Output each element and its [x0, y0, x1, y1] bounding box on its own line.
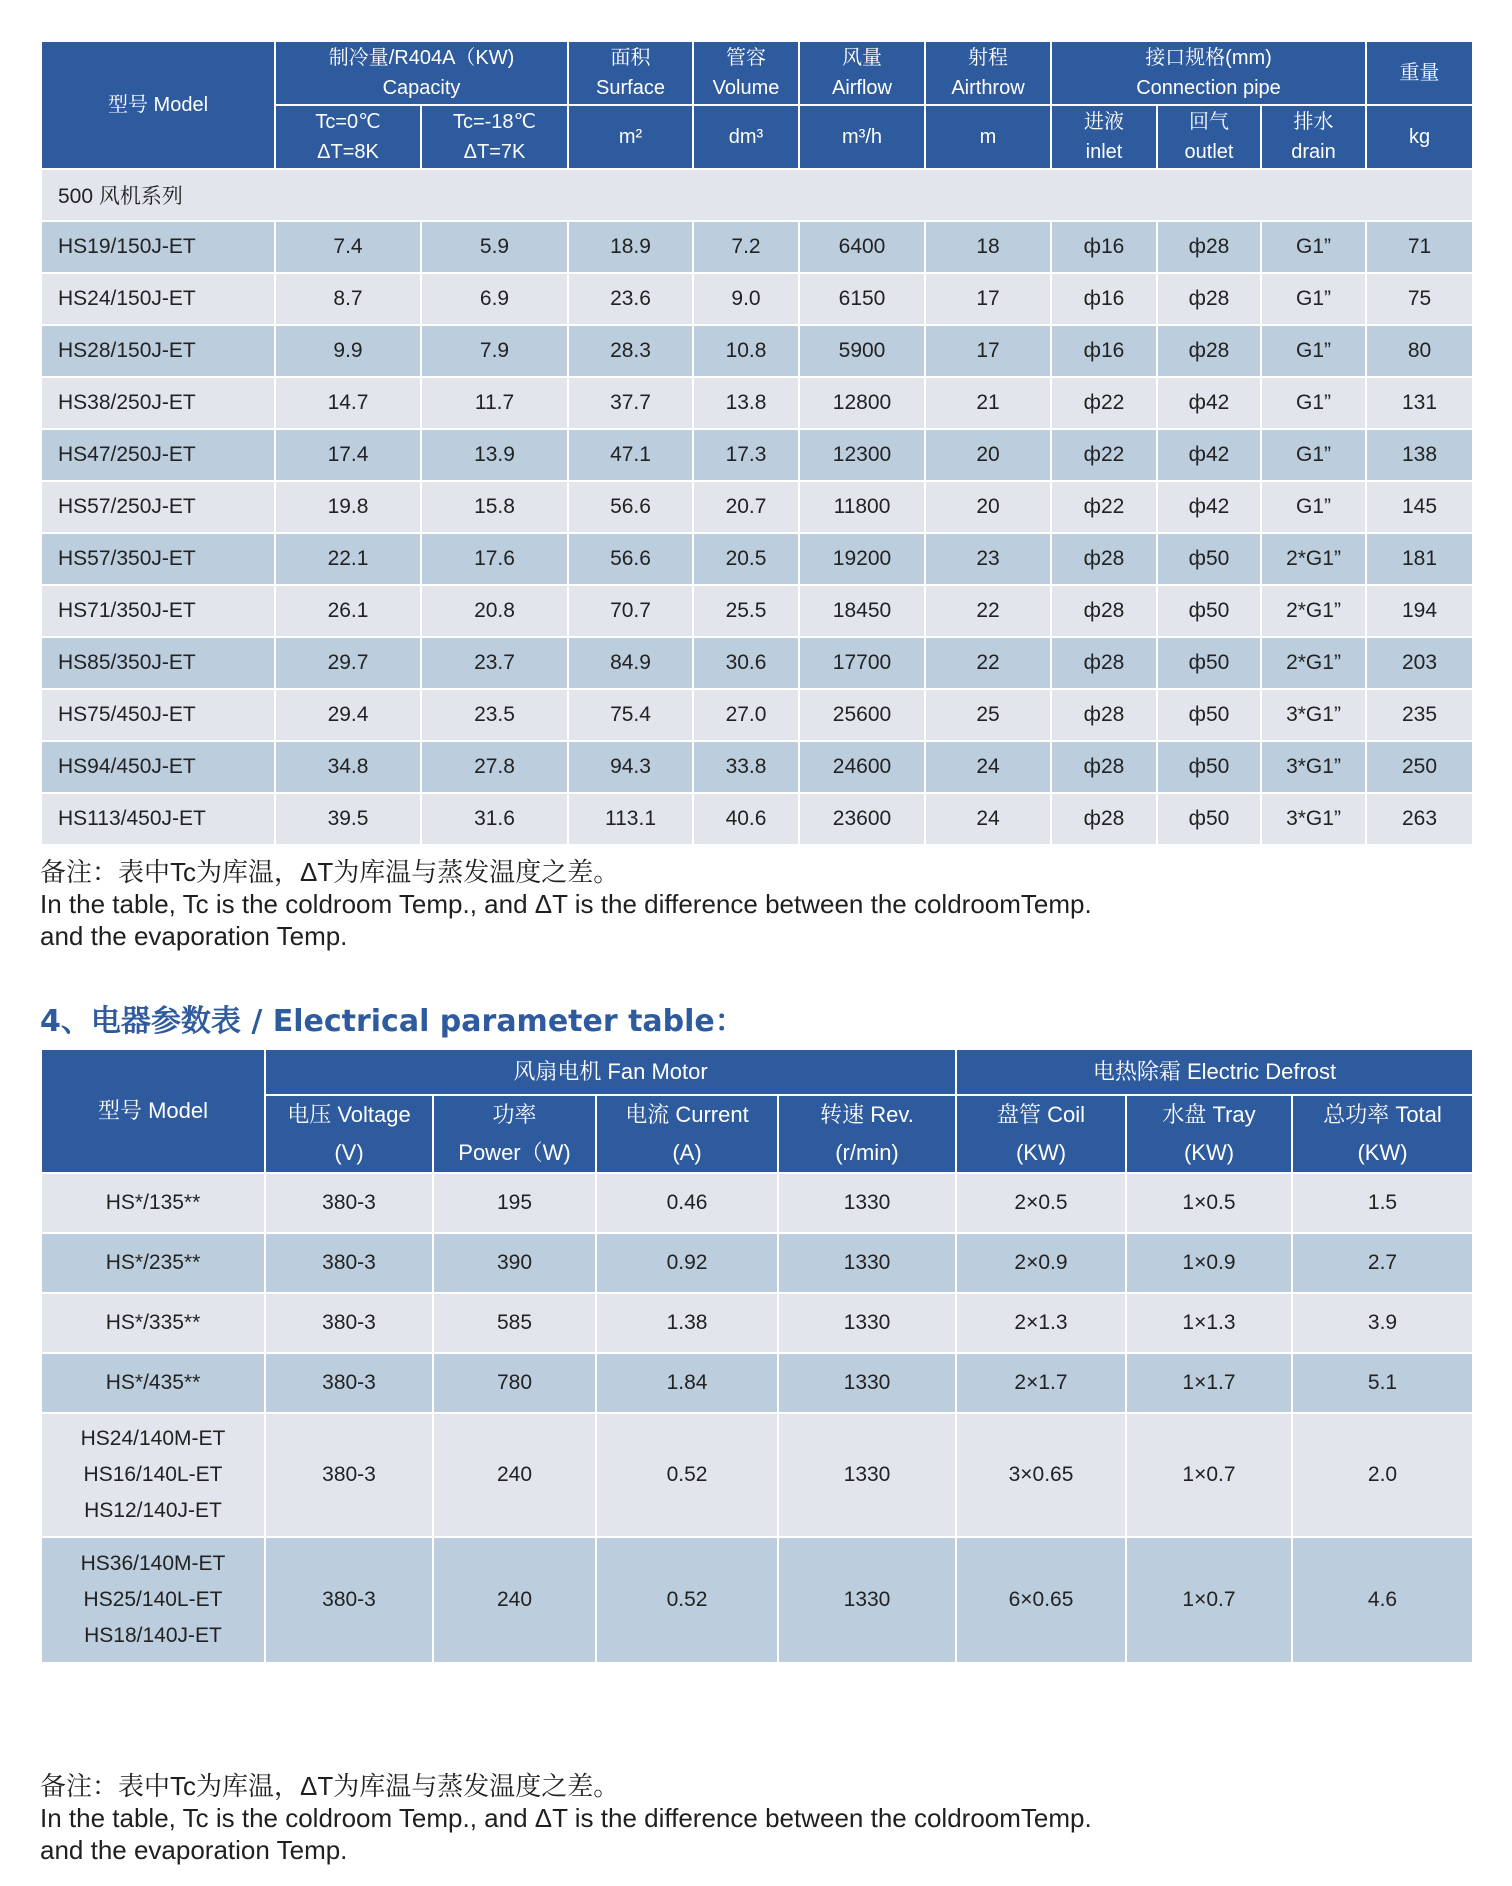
cell-model — [41, 1173, 265, 1233]
cell-inlet: ф16 — [1051, 325, 1157, 377]
header-volume: 管容 Volume — [693, 41, 799, 105]
cell-voltage: 380-3 — [265, 1537, 433, 1663]
cell-tray: 1×1.3 — [1126, 1293, 1292, 1353]
cell-model: HS47/250J-ET — [41, 429, 275, 481]
cell-surface: 56.6 — [568, 481, 693, 533]
cell-weight: 235 — [1366, 689, 1473, 741]
cell-airthrow: 24 — [925, 741, 1051, 793]
table-row — [41, 793, 1473, 845]
cell-capacity-tc18: 6.9 — [421, 273, 568, 325]
header-airflow: 风量 Airflow — [799, 41, 925, 105]
cell-outlet: ф42 — [1157, 429, 1261, 481]
cell-voltage: 380-3 — [265, 1233, 433, 1293]
header-tray: 水盘 Tray (KW) — [1126, 1095, 1292, 1173]
note-line-zh: 备注：表中Tc为库温，ΔT为库温与蒸发温度之差。 — [40, 857, 620, 887]
cell-model: HS57/250J-ET — [41, 481, 275, 533]
cell-total: 2.7 — [1292, 1233, 1473, 1293]
cell-drain: G1” — [1261, 377, 1366, 429]
table-row — [41, 481, 1473, 533]
cell-inlet: ф28 — [1051, 533, 1157, 585]
cell-weight: 131 — [1366, 377, 1473, 429]
cell-airflow: 25600 — [799, 689, 925, 741]
cell-model: HS85/350J-ET — [41, 637, 275, 689]
cell-airflow: 6150 — [799, 273, 925, 325]
cell-rev: 1330 — [778, 1537, 956, 1663]
cell-power: 195 — [433, 1173, 596, 1233]
table-row — [41, 1353, 1473, 1413]
cell-capacity-tc18: 13.9 — [421, 429, 568, 481]
table-row — [41, 1537, 1473, 1663]
header-model: 型号 Model — [41, 1049, 265, 1173]
cell-capacity-tc0: 22.1 — [275, 533, 421, 585]
cell-volume: 33.8 — [693, 741, 799, 793]
cell-rev: 1330 — [778, 1173, 956, 1233]
cell-rev: 1330 — [778, 1293, 956, 1353]
table-row — [41, 533, 1473, 585]
cell-model: HS113/450J-ET — [41, 793, 275, 845]
cell-surface: 56.6 — [568, 533, 693, 585]
header-power: 功率 Power（W) — [433, 1095, 596, 1173]
header-total: 总功率 Total (KW) — [1292, 1095, 1473, 1173]
note-line-en-cont: and the evaporation Temp. — [40, 1835, 348, 1865]
cell-model: HS71/350J-ET — [41, 585, 275, 637]
cell-airflow: 17700 — [799, 637, 925, 689]
cell-inlet: ф22 — [1051, 429, 1157, 481]
cell-capacity-tc0: 29.7 — [275, 637, 421, 689]
table2-note — [40, 1770, 1092, 1866]
table-row — [41, 585, 1473, 637]
model-name: HS12/140J-ET — [84, 1499, 222, 1522]
cell-current: 0.52 — [596, 1537, 778, 1663]
group-label: 500 风机系列 — [41, 169, 1473, 221]
cell-capacity-tc18: 23.7 — [421, 637, 568, 689]
cell-drain: G1” — [1261, 429, 1366, 481]
cell-tray: 1×0.9 — [1126, 1233, 1292, 1293]
cell-rev: 1330 — [778, 1413, 956, 1537]
header-current: 电流 Current (A) — [596, 1095, 778, 1173]
table-row — [41, 689, 1473, 741]
cell-volume: 10.8 — [693, 325, 799, 377]
cell-weight: 203 — [1366, 637, 1473, 689]
cell-volume: 27.0 — [693, 689, 799, 741]
cell-inlet: ф28 — [1051, 637, 1157, 689]
cell-tray: 1×0.7 — [1126, 1537, 1292, 1663]
cell-coil: 6×0.65 — [956, 1537, 1126, 1663]
cell-outlet: ф50 — [1157, 533, 1261, 585]
model-name: HS24/140M-ET — [80, 1427, 226, 1450]
cell-surface: 75.4 — [568, 689, 693, 741]
cell-surface: 113.1 — [568, 793, 693, 845]
cell-airthrow: 22 — [925, 637, 1051, 689]
cell-capacity-tc18: 17.6 — [421, 533, 568, 585]
table-row — [41, 221, 1473, 273]
table-row — [41, 377, 1473, 429]
header-tc18: Tc=-18℃ ΔT=7K — [421, 105, 568, 169]
cell-capacity-tc0: 34.8 — [275, 741, 421, 793]
cell-volume: 30.6 — [693, 637, 799, 689]
cell-weight: 263 — [1366, 793, 1473, 845]
header-surface: 面积 Surface — [568, 41, 693, 105]
model-name: HS*/435** — [105, 1371, 201, 1394]
cell-volume: 13.8 — [693, 377, 799, 429]
cell-inlet: ф22 — [1051, 377, 1157, 429]
table-row — [41, 273, 1473, 325]
cell-capacity-tc0: 17.4 — [275, 429, 421, 481]
cell-model — [41, 1353, 265, 1413]
cell-airflow: 11800 — [799, 481, 925, 533]
cell-airthrow: 18 — [925, 221, 1051, 273]
cell-surface: 37.7 — [568, 377, 693, 429]
cell-airflow: 18450 — [799, 585, 925, 637]
header-airflow-unit: m³/h — [799, 105, 925, 169]
cell-volume: 9.0 — [693, 273, 799, 325]
cell-weight: 80 — [1366, 325, 1473, 377]
model-name: HS16/140L-ET — [83, 1463, 223, 1486]
cell-weight: 71 — [1366, 221, 1473, 273]
header-fan-motor: 风扇电机 Fan Motor — [265, 1049, 956, 1095]
cell-airflow: 12800 — [799, 377, 925, 429]
cell-drain: 3*G1” — [1261, 741, 1366, 793]
cell-tray: 1×0.7 — [1126, 1413, 1292, 1537]
cell-current: 1.84 — [596, 1353, 778, 1413]
electrical-parameter-table — [40, 1048, 1474, 1664]
cell-volume: 17.3 — [693, 429, 799, 481]
header-weight: 重量 — [1366, 41, 1473, 105]
cell-model: HS57/350J-ET — [41, 533, 275, 585]
cell-airthrow: 20 — [925, 481, 1051, 533]
cell-drain: 2*G1” — [1261, 585, 1366, 637]
cell-airthrow: 25 — [925, 689, 1051, 741]
cell-total: 5.1 — [1292, 1353, 1473, 1413]
cell-weight: 138 — [1366, 429, 1473, 481]
cell-outlet: ф50 — [1157, 637, 1261, 689]
cell-drain: 3*G1” — [1261, 793, 1366, 845]
cell-capacity-tc0: 9.9 — [275, 325, 421, 377]
cell-airthrow: 22 — [925, 585, 1051, 637]
model-name: HS18/140J-ET — [84, 1624, 222, 1647]
cell-outlet: ф50 — [1157, 585, 1261, 637]
note-line-en: In the table, Tc is the coldroom Temp., and ΔT is the difference between the coldroomTemp. — [40, 889, 1092, 919]
cell-outlet: ф28 — [1157, 221, 1261, 273]
header-coil: 盘管 Coil (KW) — [956, 1095, 1126, 1173]
header-airthrow-unit: m — [925, 105, 1051, 169]
cell-current: 0.46 — [596, 1173, 778, 1233]
header-weight-unit: kg — [1366, 105, 1473, 169]
cell-airthrow: 17 — [925, 325, 1051, 377]
cell-model: HS24/150J-ET — [41, 273, 275, 325]
table1-note — [40, 856, 1092, 952]
cell-weight: 181 — [1366, 533, 1473, 585]
cell-inlet: ф28 — [1051, 793, 1157, 845]
cell-airthrow: 17 — [925, 273, 1051, 325]
cell-power: 390 — [433, 1233, 596, 1293]
cell-current: 0.52 — [596, 1413, 778, 1537]
cell-weight: 194 — [1366, 585, 1473, 637]
cell-total: 4.6 — [1292, 1537, 1473, 1663]
cell-rev: 1330 — [778, 1233, 956, 1293]
cell-power: 240 — [433, 1537, 596, 1663]
cell-drain: 2*G1” — [1261, 637, 1366, 689]
header-volume-unit: dm³ — [693, 105, 799, 169]
cell-model: HS75/450J-ET — [41, 689, 275, 741]
cell-coil: 2×0.9 — [956, 1233, 1126, 1293]
cell-airthrow: 24 — [925, 793, 1051, 845]
table-row — [41, 637, 1473, 689]
cell-volume: 25.5 — [693, 585, 799, 637]
cell-capacity-tc18: 11.7 — [421, 377, 568, 429]
header-inlet: 进液 inlet — [1051, 105, 1157, 169]
cell-capacity-tc0: 26.1 — [275, 585, 421, 637]
cell-surface: 47.1 — [568, 429, 693, 481]
cell-airflow: 23600 — [799, 793, 925, 845]
cell-power: 240 — [433, 1413, 596, 1537]
table-row — [41, 741, 1473, 793]
cell-power: 585 — [433, 1293, 596, 1353]
section-title: 4、电器参数表 / Electrical parameter table： — [40, 1004, 745, 1039]
cell-outlet: ф50 — [1157, 741, 1261, 793]
cell-airthrow: 23 — [925, 533, 1051, 585]
cell-drain: G1” — [1261, 481, 1366, 533]
cell-capacity-tc0: 19.8 — [275, 481, 421, 533]
cell-inlet: ф28 — [1051, 585, 1157, 637]
cell-voltage: 380-3 — [265, 1173, 433, 1233]
cell-airflow: 5900 — [799, 325, 925, 377]
cell-total: 1.5 — [1292, 1173, 1473, 1233]
cell-surface: 28.3 — [568, 325, 693, 377]
note-line-en-cont: and the evaporation Temp. — [40, 921, 348, 951]
cell-surface: 18.9 — [568, 221, 693, 273]
cell-inlet: ф28 — [1051, 741, 1157, 793]
cell-outlet: ф50 — [1157, 689, 1261, 741]
header-capacity: 制冷量/R404A（KW) Capacity — [275, 41, 568, 105]
cell-inlet: ф16 — [1051, 221, 1157, 273]
table-row — [41, 1233, 1473, 1293]
table-row — [41, 1173, 1473, 1233]
cell-model — [41, 1293, 265, 1353]
header-airthrow: 射程 Airthrow — [925, 41, 1051, 105]
cell-outlet: ф28 — [1157, 325, 1261, 377]
cell-weight: 145 — [1366, 481, 1473, 533]
cell-outlet: ф42 — [1157, 377, 1261, 429]
cell-voltage: 380-3 — [265, 1353, 433, 1413]
model-name: HS25/140L-ET — [83, 1588, 223, 1611]
cell-model: HS38/250J-ET — [41, 377, 275, 429]
cell-drain: G1” — [1261, 221, 1366, 273]
cell-airthrow: 21 — [925, 377, 1051, 429]
table-row — [41, 325, 1473, 377]
cell-current: 1.38 — [596, 1293, 778, 1353]
cell-airthrow: 20 — [925, 429, 1051, 481]
cell-capacity-tc0: 8.7 — [275, 273, 421, 325]
cell-volume: 20.5 — [693, 533, 799, 585]
cell-inlet: ф28 — [1051, 689, 1157, 741]
cell-model: HS94/450J-ET — [41, 741, 275, 793]
model-name: HS*/135** — [105, 1191, 201, 1214]
cell-capacity-tc18: 23.5 — [421, 689, 568, 741]
table-row — [41, 1413, 1473, 1537]
cell-coil: 3×0.65 — [956, 1413, 1126, 1537]
cell-tray: 1×1.7 — [1126, 1353, 1292, 1413]
cell-model — [41, 1413, 265, 1537]
header-electric-defrost: 电热除霜 Electric Defrost — [956, 1049, 1473, 1095]
cell-capacity-tc18: 15.8 — [421, 481, 568, 533]
cell-outlet: ф28 — [1157, 273, 1261, 325]
header-model: 型号 Model — [41, 41, 275, 169]
cell-weight: 250 — [1366, 741, 1473, 793]
header-drain: 排水 drain — [1261, 105, 1366, 169]
header-tc0: Tc=0℃ ΔT=8K — [275, 105, 421, 169]
header-outlet: 回气 outlet — [1157, 105, 1261, 169]
header-rev: 转速 Rev. (r/min) — [778, 1095, 956, 1173]
table-row — [41, 429, 1473, 481]
cell-total: 3.9 — [1292, 1293, 1473, 1353]
cell-airflow: 6400 — [799, 221, 925, 273]
cell-inlet: ф16 — [1051, 273, 1157, 325]
cell-rev: 1330 — [778, 1353, 956, 1413]
cell-model — [41, 1537, 265, 1663]
cell-surface: 70.7 — [568, 585, 693, 637]
cell-voltage: 380-3 — [265, 1293, 433, 1353]
cell-tray: 1×0.5 — [1126, 1173, 1292, 1233]
model-name: HS*/335** — [105, 1311, 201, 1334]
cell-coil: 2×0.5 — [956, 1173, 1126, 1233]
cell-inlet: ф22 — [1051, 481, 1157, 533]
cell-airflow: 12300 — [799, 429, 925, 481]
header-connection-pipe: 接口规格(mm) Connection pipe — [1051, 41, 1366, 105]
model-name: HS*/235** — [105, 1251, 201, 1274]
cell-drain: G1” — [1261, 273, 1366, 325]
note-line-zh: 备注：表中Tc为库温，ΔT为库温与蒸发温度之差。 — [40, 1771, 620, 1801]
header-surface-unit: m² — [568, 105, 693, 169]
cell-capacity-tc18: 7.9 — [421, 325, 568, 377]
cell-capacity-tc0: 7.4 — [275, 221, 421, 273]
table-row — [41, 1293, 1473, 1353]
header-voltage: 电压 Voltage (V) — [265, 1095, 433, 1173]
cell-power: 780 — [433, 1353, 596, 1413]
specification-table — [40, 40, 1474, 846]
cell-current: 0.92 — [596, 1233, 778, 1293]
cell-coil: 2×1.3 — [956, 1293, 1126, 1353]
cell-coil: 2×1.7 — [956, 1353, 1126, 1413]
cell-airflow: 24600 — [799, 741, 925, 793]
cell-weight: 75 — [1366, 273, 1473, 325]
note-line-en: In the table, Tc is the coldroom Temp., and ΔT is the difference between the coldroomTemp. — [40, 1803, 1092, 1833]
cell-capacity-tc18: 5.9 — [421, 221, 568, 273]
cell-volume: 40.6 — [693, 793, 799, 845]
cell-surface: 84.9 — [568, 637, 693, 689]
cell-model: HS28/150J-ET — [41, 325, 275, 377]
cell-drain: 2*G1” — [1261, 533, 1366, 585]
cell-outlet: ф50 — [1157, 793, 1261, 845]
cell-capacity-tc18: 31.6 — [421, 793, 568, 845]
cell-volume: 7.2 — [693, 221, 799, 273]
cell-outlet: ф42 — [1157, 481, 1261, 533]
cell-model — [41, 1233, 265, 1293]
cell-total: 2.0 — [1292, 1413, 1473, 1537]
cell-capacity-tc0: 14.7 — [275, 377, 421, 429]
cell-drain: G1” — [1261, 325, 1366, 377]
model-name: HS36/140M-ET — [80, 1552, 226, 1575]
cell-surface: 94.3 — [568, 741, 693, 793]
cell-capacity-tc18: 27.8 — [421, 741, 568, 793]
cell-surface: 23.6 — [568, 273, 693, 325]
cell-volume: 20.7 — [693, 481, 799, 533]
cell-model: HS19/150J-ET — [41, 221, 275, 273]
cell-capacity-tc0: 39.5 — [275, 793, 421, 845]
cell-airflow: 19200 — [799, 533, 925, 585]
cell-capacity-tc18: 20.8 — [421, 585, 568, 637]
cell-capacity-tc0: 29.4 — [275, 689, 421, 741]
cell-drain: 3*G1” — [1261, 689, 1366, 741]
cell-voltage: 380-3 — [265, 1413, 433, 1537]
